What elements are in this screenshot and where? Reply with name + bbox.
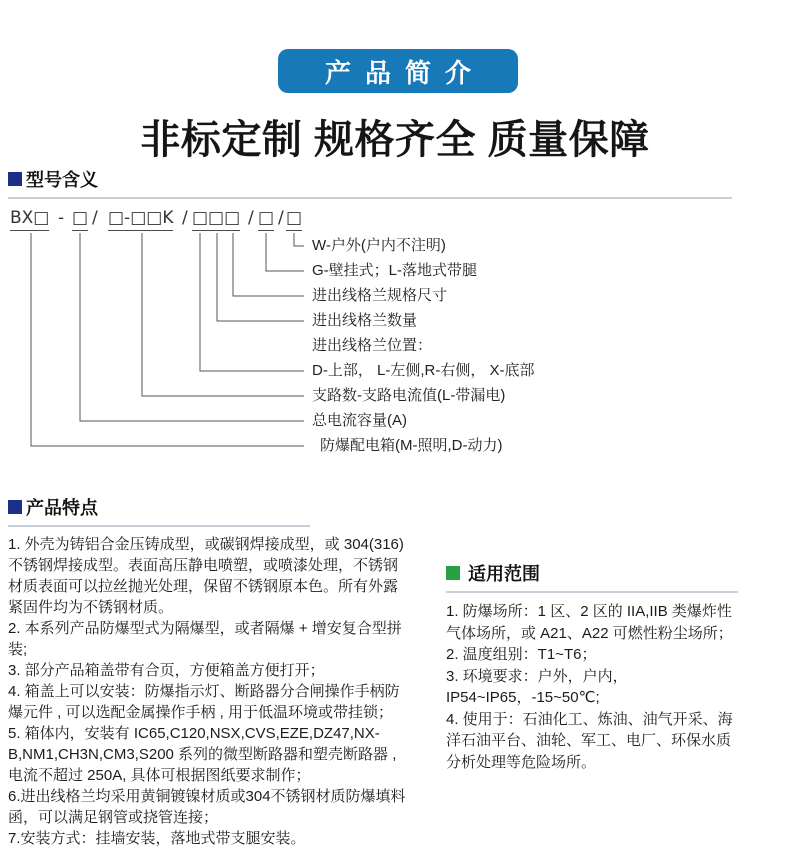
section-divider bbox=[446, 591, 738, 593]
feature-item: 3. 部分产品箱盖带有合页，方便箱盖方便打开； bbox=[8, 662, 325, 679]
model-label: 进出线格兰数量 bbox=[312, 312, 418, 329]
model-formula-segment: / bbox=[182, 208, 188, 228]
scope-item: 1. 防爆场所：1 区、2 区的 IIA,IIB 类爆炸性气体场所，或 A21、A22 可燃性粉尘场所； bbox=[446, 603, 733, 642]
model-section-title: 型号含义 bbox=[26, 170, 98, 190]
product-intro-banner bbox=[278, 49, 518, 93]
section-marker-icon bbox=[8, 172, 22, 186]
model-formula-segment: □-□□K bbox=[108, 207, 173, 231]
model-label: G-壁挂式；L-落地式带腿 bbox=[312, 262, 478, 279]
features-list bbox=[8, 534, 412, 849]
section-marker-icon bbox=[8, 500, 22, 514]
model-label: 防爆配电箱(M-照明,D-动力) bbox=[320, 437, 503, 454]
model-label: D-上部， L-左侧,R-右侧， X-底部 bbox=[312, 362, 535, 379]
model-formula-segment: □□□ bbox=[192, 207, 240, 231]
features-section-header bbox=[8, 494, 412, 520]
page-headline: 非标定制 规格齐全 质量保障 bbox=[140, 118, 650, 162]
feature-item: 2. 本系列产品防爆型式为隔爆型，或者隔爆 + 增安复合型拼装; bbox=[8, 620, 402, 658]
scope-section-title: 适用范围 bbox=[468, 564, 540, 584]
product-features-section bbox=[8, 494, 412, 849]
model-label: W-户外(户内不注明) bbox=[312, 237, 446, 254]
model-diagram bbox=[8, 207, 732, 461]
feature-item: 5. 箱体内，安装有 IC65,C120,NSX,CVS,EZE,DZ47,NX-B,NM1,CH3N,CM3,S200 系列的微型断路器和塑壳断路器 , 电流不超过 250A, 具体可根据图纸要求制作； bbox=[8, 725, 397, 784]
scope-item: 2. 温度组别：T1~T6； bbox=[446, 646, 597, 663]
model-formula-segment: - bbox=[58, 208, 65, 228]
model-section-header bbox=[8, 166, 732, 192]
scope-list bbox=[446, 601, 738, 773]
section-marker-icon bbox=[446, 566, 460, 580]
model-label: 总电流容量(A) bbox=[312, 412, 407, 429]
feature-item: 4. 箱盖上可以安装：防爆指示灯、断路器分合闸操作手柄防爆元件 , 可以选配金属操作手柄 , 用于低温环境或带挂锁； bbox=[8, 683, 400, 721]
model-label: 进出线格兰规格尺寸 bbox=[312, 287, 448, 304]
model-meaning-section bbox=[8, 166, 732, 461]
model-formula-segment: □ bbox=[258, 207, 274, 231]
scope-item: 4. 使用于：石油化工、炼油、油气开采、海洋石油平台、油轮、军工、电厂、环保水质分析处理等危险场所。 bbox=[446, 710, 733, 771]
model-formula-segment: / bbox=[92, 208, 98, 228]
scope-section-header bbox=[446, 560, 738, 586]
model-formula-segment: / bbox=[248, 208, 254, 228]
applicable-scope-section bbox=[446, 560, 738, 773]
model-formula-segment: BX□ bbox=[10, 207, 49, 231]
model-formula-segment: □ bbox=[72, 207, 88, 231]
model-formula-segment: / bbox=[278, 208, 284, 228]
section-divider bbox=[8, 197, 732, 199]
features-section-title: 产品特点 bbox=[26, 498, 98, 518]
model-label: 支路数-支路电流值(L-带漏电) bbox=[312, 387, 506, 404]
scope-item: 3. 环境要求：户外，户内，IP54~IP65，-15~50℃; bbox=[446, 667, 628, 706]
feature-item: 7.安装方式：挂墙安装，落地式带支腿安装。 bbox=[8, 830, 306, 847]
model-formula-segment: □ bbox=[286, 207, 302, 231]
feature-item: 6.进出线格兰均采用黄铜镀镍材质或304不锈钢材质防爆填料函，可以满足钢管或挠管连接； bbox=[8, 788, 406, 826]
model-label: 进出线格兰位置： bbox=[312, 337, 433, 354]
feature-item: 1. 外壳为铸铝合金压铸成型，或碳钢焊接成型，或 304(316)不锈钢焊接成型。表面高压静电喷塑，或喷漆处理，不锈钢材质表面可以拉丝抛光处理，保留不锈钢原本色。所有外露紧固件均为不锈钢材质。 bbox=[8, 536, 404, 616]
section-divider bbox=[8, 525, 310, 527]
banner-title: 产品简介 bbox=[324, 57, 485, 88]
